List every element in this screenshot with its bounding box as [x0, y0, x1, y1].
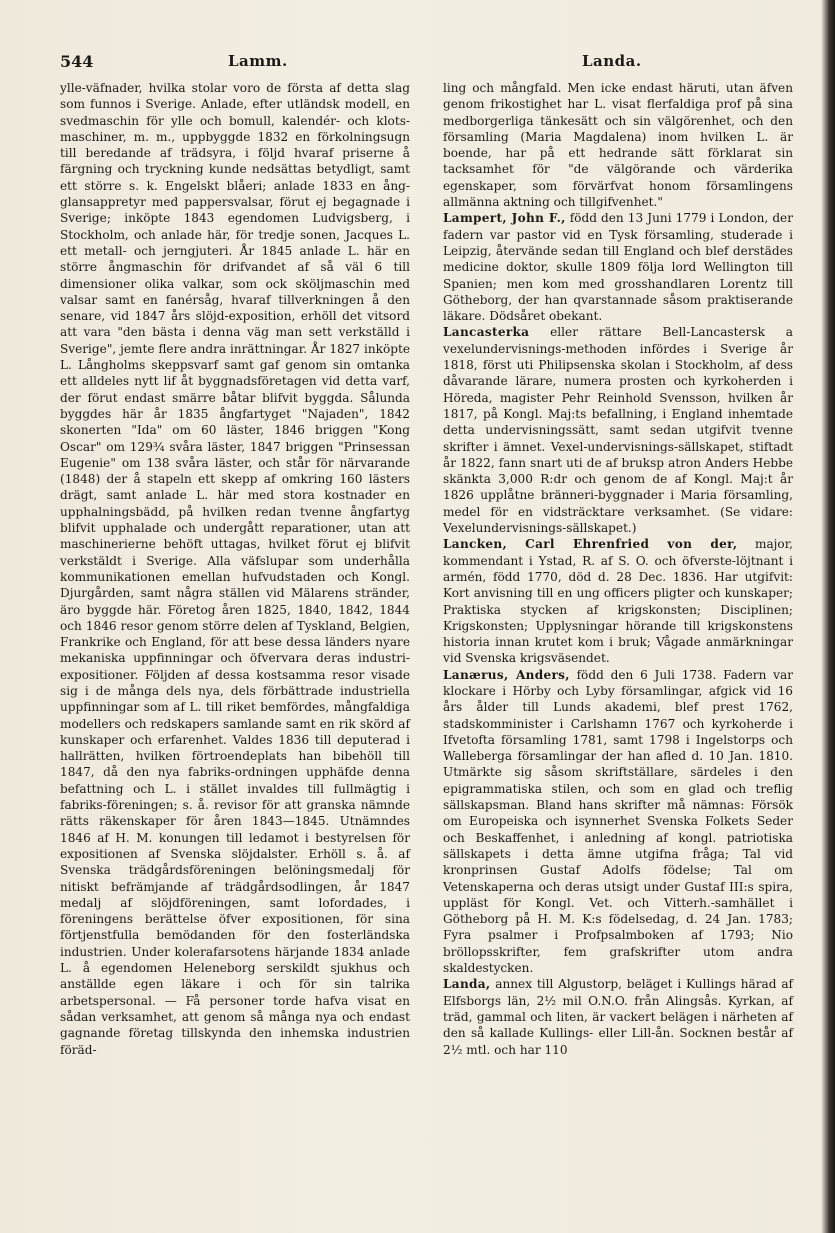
left-column — [60, 80, 410, 1058]
right-column-intro: ling och mångfald. Men icke endast häruti, utan äfven genom frikostighet har L. visat flerfaldiga prof på sina medborgerliga tänkesätt och sin välgörenhet, och den församling (Maria Magdalena) inom hvilken L. är boende, har på ett hedrande sätt förklarat sin tacksamhet för "de välgörande och värderika egenskaper, som förvärfvat honom församlingens allmänna aktning och tillgifvenhet." — [443, 81, 793, 210]
entry-text: född den 6 Juli 1738. Fadern var klockare i Hörby och Lyby församlingar, afgick vid 16 års ålder till Lunds akademi, blef prest 1762, stadskomminister i Carlshamn 1767 och kyrkoherde i Ifvetofta församling 1781, samt 1798 i Ingelstorps och Walleberga församlingar der han afled d. 10 Jan. 1810. Utmärkte sig såsom skriftställare, särdeles i den epigrammatiska stilen, och som en glad och treflig sällskapsman. Bland hans skrifter må nämnas: Försök om Europeiska och isynnerhet Svenska Folkets Seder och Beskaffenhet, i anledning af kongl. patriotiska sällskapets i detta ämne utgifna fråga; Tal vid kronprinsen Gustaf Adolfs födelse; Tal om Vetenskaperna och deras utsigt under Gustaf III:s spira, uppläst för Kongl. Vet. och Vitterh.-samhället i Götheborg på H. M. K:s födelsedag, d. 24 Jan. 1783; Fyra psalmer i Profpsalmboken af 1793; Nio bröllopsskrifter, fem grafskrifter utom andra skaldestycken. — [443, 667, 793, 976]
entry-lancasterka — [443, 324, 793, 536]
page-header — [60, 52, 795, 74]
entry-text: annex till Algustorp, beläget i Kullings härad af Elfsborgs län, 2½ mil O.N.O. från Alingsås. Kyrkan, af träd, gammal och liten, är vackert belägen i närheten af den så kallade Kullings- eller Lill-ån. Socknen består af 2½ mtl. och har 110 — [443, 977, 793, 1057]
right-running-head: Landa. — [582, 52, 642, 70]
entry-text: eller rättare Bell-Lancastersk a vexelundervisnings-methoden infördes i Sverige år 1818, först uti Philipsenska skolan i Stockholm, af dess dåvarande lärare, numera prosten och kyrkoherden i Höreda, magister Pehr Reinhold Svensson, hvilken år 1817, på Kongl. Maj:ts befallning, i England inhemtade detta undervisningssätt, samt sedan utgifvit tvenne skrifter i ämnet. Vexel-undervisnings-sällskapet, stiftadt år 1822, fann snart uti de af bruksp atron Anders Hebbe skänkta 3,000 R:dr och genom de af Kongl. Maj:t år 1826 upplåtne bränneri-byggnader i Maria församling, medel för en vidsträcktare verksamhet. (Se vidare: Vexelundervisnings-sällskapet.) — [443, 325, 793, 536]
entry-headword: Lancasterka — [443, 325, 530, 340]
entry-headword: Lanærus, Anders, — [443, 667, 570, 682]
entry-text: major, kommendant i Ystad, R. af S. O. och öfverste-löjtnant i armén, född 1770, död d. 28 Dec. 1836. Har utgifvit: Kort anvisning till en ung officers pligter och kunskaper; Praktiska stycken af krigskonsten; Disciplinen; Krigskonsten; Upplysningar hörande till krigskonstens historia innan krutet kom i bruk; Vågade anmärkningar vid Svenska krigsväsendet. — [443, 537, 793, 666]
entry-headword: Lancken, Carl Ehrenfried von der, — [443, 537, 738, 552]
left-column-text: ylle-väfnader, hvilka stolar voro de första af detta slag som funnos i Sverige. Anlade, efter utländsk modell, en svedmaschin för ylle och bomull, kalendér- och klots-maschiner, m. m., uppbyggde 1832 en förkolningsugn till beredande af trädsyra, i följd hvaraf priserne å färgning och tryckning kunde nedsättas betydligt, samt ett större s. k. Engelskt blåeri; anlade 1833 en ång-glansappretyr med pappersvalsar, förut ej begagnade i Sverige; inköpte 1843 egendomen Ludvigsberg, i Stockholm, och anlade här, för tredje sonen, Jacques L. ett metall- och jerngjuteri. År 1845 anlade L. här en större ångmaschin för drifvandet af så väl 6 till dimensioner olika valkar, som ock sköljmaschin med valsar samt en fanérsåg, hvaraf tillverkningen å den senare, vid 1847 års slöjd-exposition, erhöll det vitsord att vara "den bästa i denna väg man sett verkställd i Sverige", jemte flere andra inrättningar. År 1827 inköpte L. Långholms skeppsvarf samt gaf genom sin omtanka ett alldeles nytt lif åt byggnadsföretagen vid detta varf, der förut endast smärre båtar blifvit byggda. Sålunda byggdes här år 1835 ångfartyget "Najaden", 1842 skonerten "Ida" om 60 läster, 1846 briggen "Kong Oscar" om 129¾ svåra läster, 1847 briggen "Prinsessan Eugenie" om 138 svåra läster, och står för närvarande (1848) der å stapeln ett skepp af omkring 160 lästers drägt, samt anlade L. här med stora kostnader en upphalningsbädd, på hvilken redan tvenne ångfartyg blifvit upphalade och undergått reparationer, utan att maschinerierne behöft uttagas, hvilket förut ej blifvit verkstäldt i Sverige. Alla väfslupar som underhålla kommunikationen emellan hufvudstaden och Kongl. Djurgården, samt några ställen vid Mälarens stränder, äro byggde här. Företog åren 1825, 1840, 1842, 1844 och 1846 resor genom större delen af Tyskland, Belgien, Frankrike och England, för att bese dessa länders nyare mekaniska uppfinningar och öfvervara deras industri-expositioner. Följden af dessa kostsamma resor visade sig i de många dels nya, dels förbättrade industriella uppfinningar som af L. till riket bemfördes, mångfaldiga modellers och redskapers samlande samt en rik skörd af kunskaper och erfarenhet. Valdes 1836 till deputerad i hallrätten, hvilken förtroendeplats han bibehöll till 1847, då den nya fabriks-ordningen upphäfde denna befattning och L. i stället invaldes till fullmägtig i fabriks-föreningen; s. å. revisor för att granska nämnde rätts räkenskaper för åren 1843—1845. Utnämndes 1846 af H. M. konungen till ledamot i bestyrelsen för expositionen af Svenska slöjdalster. Erhöll s. å. af Svenska trädgårdsföreningen belöningsmedalj för nitiskt befrämjande af trädgårdsodlingen, år 1847 medalj af slöjdföreningen, samt lofordades, i föreningens berättelse öfver expositionen, för sina förtjenstfulla bemödanden för den fosterländska industrien. Under kolerafarsotens härjande 1834 anlade L. å egendomen Heleneborg serskildt sjukhus och anställde egen läkare i och för sin talrika arbetspersonal. — Få personer torde hafva visat en sådan verksamhet, att genom så många nya och endast gagnande företag tillskynda den inhemska industrien föräd- — [60, 81, 410, 1057]
page-edge-shadow — [821, 0, 835, 1233]
entry-headword: Lampert, John F., — [443, 211, 566, 226]
entry-lancken — [443, 536, 793, 666]
entry-lampert — [443, 210, 793, 324]
entry-landa — [443, 976, 793, 1057]
entry-text: född den 13 Juni 1779 i London, der fadern var pastor vid en Tysk församling, studerade i Leipzig, återvände sedan till England och blef derstädes medicine doktor, skulle 1809 följa lord Wellington till Spanien; men kom med grosshandlaren Lorentz till Götheborg, der han qvarstannade såsom praktiserande läkare. Dödsåret obekant. — [443, 211, 793, 324]
entry-headword: Landa, — [443, 977, 491, 992]
page-number: 544 — [60, 52, 94, 71]
right-column — [443, 80, 793, 1058]
entry-lanaerus — [443, 667, 793, 977]
left-running-head: Lamm. — [228, 52, 288, 70]
